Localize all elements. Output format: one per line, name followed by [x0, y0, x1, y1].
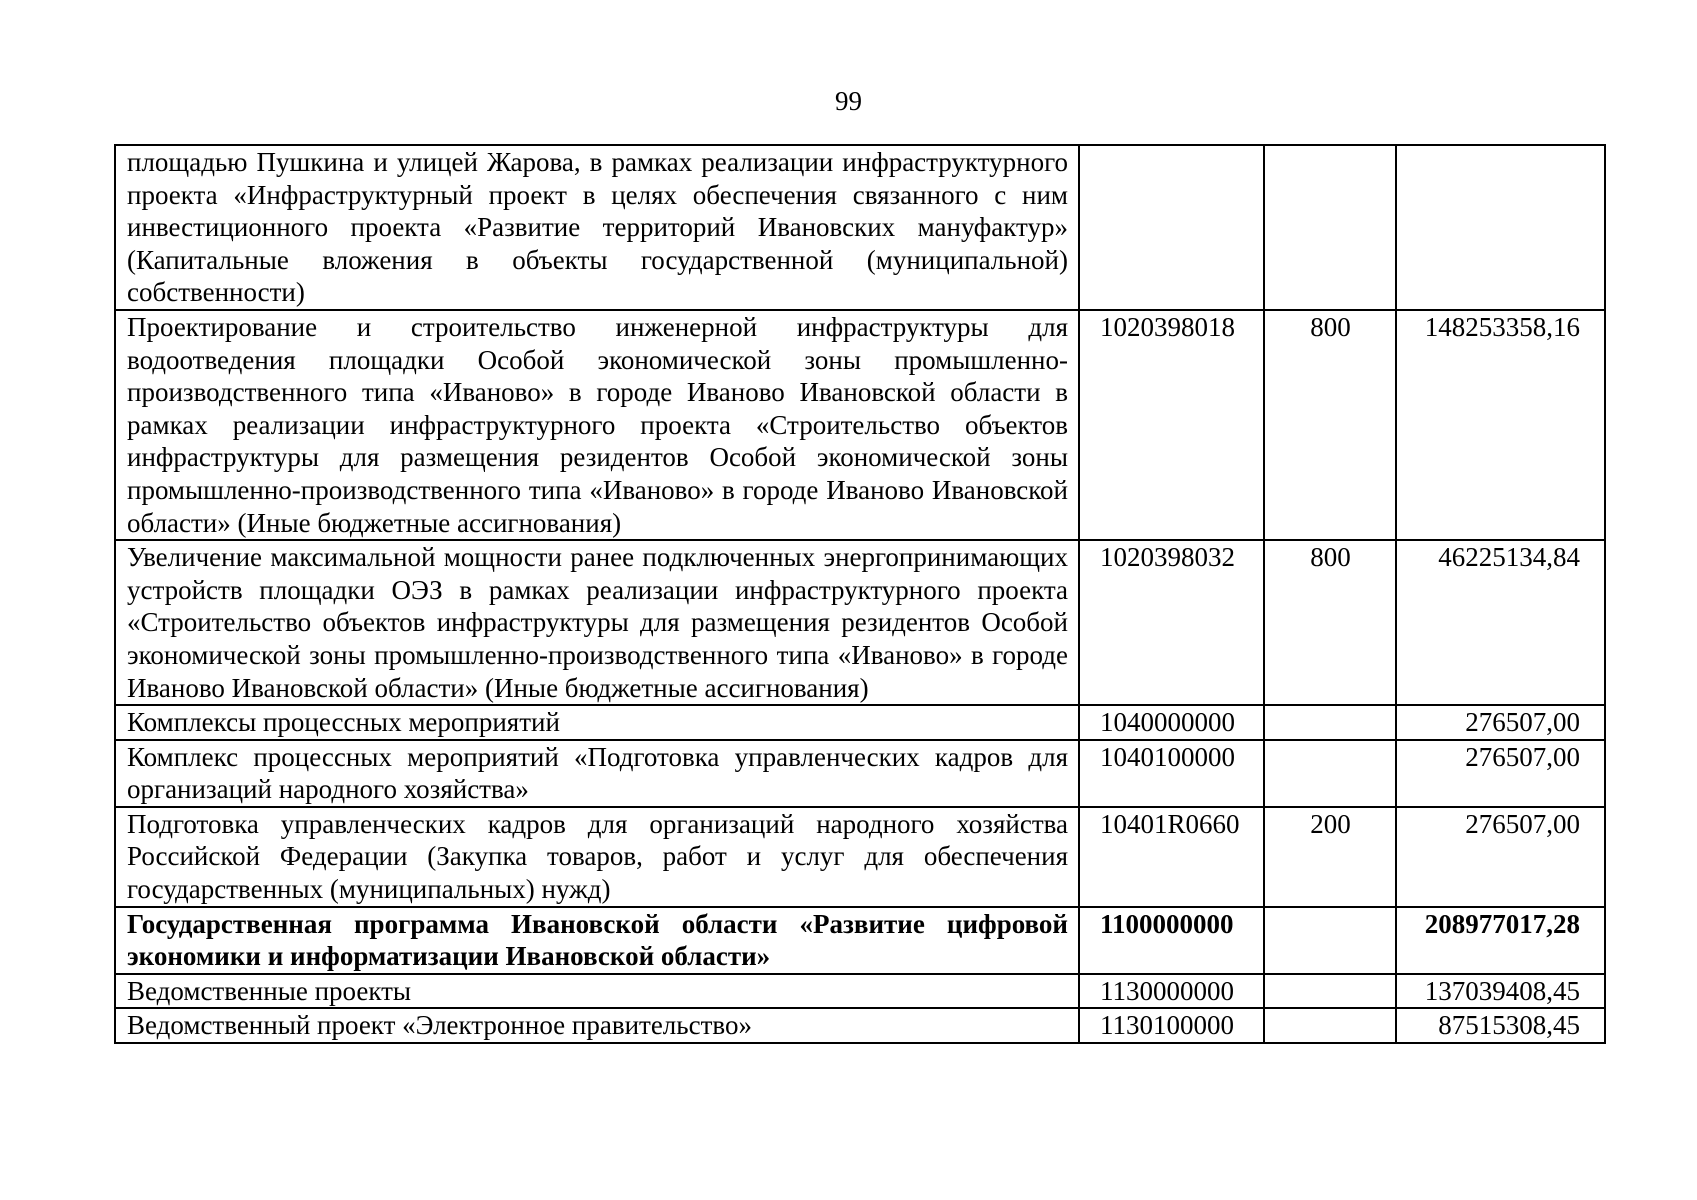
- row-amount: 276507,00: [1396, 705, 1605, 740]
- row-description: площадью Пушкина и улицей Жарова, в рамках реализации инфраструктурного проекта «Инфраструктурный проект в целях обеспечения связанного с ним инвестиционного проекта «Развитие территорий Ивановских мануфактур» (Капитальные вложения в объекты государственной (муниципальной) собственности): [115, 145, 1079, 310]
- row-description: Государственная программа Ивановской области «Развитие цифровой экономики и информатизации Ивановской области»: [115, 907, 1079, 974]
- table-row: [115, 907, 1605, 974]
- row-amount: 148253358,16: [1396, 310, 1605, 540]
- row-description: Проектирование и строительство инженерной инфраструктуры для водоотведения площадки Особой экономической зоны промышленно-производственного типа «Иваново» в городе Иваново Ивановской области в рамках реализации инфраструктурного проекта «Строительство объектов инфраструктуры для размещения резидентов Особой экономической зоны промышленно-производственного типа «Иваново» в городе Иваново Ивановской области» (Иные бюджетные ассигнования): [115, 310, 1079, 540]
- row-code: 1100000000: [1079, 907, 1264, 974]
- row-expense-type: 800: [1264, 540, 1396, 705]
- row-expense-type: [1264, 145, 1396, 310]
- row-amount: 87515308,45: [1396, 1008, 1605, 1043]
- table-row: [115, 540, 1605, 705]
- row-amount: 46225134,84: [1396, 540, 1605, 705]
- row-code: 1040100000: [1079, 740, 1264, 807]
- row-description: Комплекс процессных мероприятий «Подготовка управленческих кадров для организаций народного хозяйства»: [115, 740, 1079, 807]
- budget-table-body: [115, 145, 1605, 1043]
- row-code: [1079, 145, 1264, 310]
- row-description: Комплексы процессных мероприятий: [115, 705, 1079, 740]
- table-row: [115, 740, 1605, 807]
- row-description: Ведомственные проекты: [115, 974, 1079, 1009]
- row-code: 1130000000: [1079, 974, 1264, 1009]
- row-code: 1020398018: [1079, 310, 1264, 540]
- row-code: 10401R0660: [1079, 807, 1264, 907]
- row-code: 1020398032: [1079, 540, 1264, 705]
- row-code: 1130100000: [1079, 1008, 1264, 1043]
- row-description: Подготовка управленческих кадров для организаций народного хозяйства Российской Федерации (Закупка товаров, работ и услуг для обеспечения государственных (муниципальных) нужд): [115, 807, 1079, 907]
- row-description: Ведомственный проект «Электронное правительство»: [115, 1008, 1079, 1043]
- row-expense-type: 800: [1264, 310, 1396, 540]
- row-expense-type: 200: [1264, 807, 1396, 907]
- row-amount: 276507,00: [1396, 807, 1605, 907]
- table-row: [115, 974, 1605, 1009]
- page-number: 99: [835, 86, 862, 116]
- table-row: [115, 807, 1605, 907]
- row-expense-type: [1264, 1008, 1396, 1043]
- table-row: [115, 1008, 1605, 1043]
- row-expense-type: [1264, 974, 1396, 1009]
- table-row: [115, 705, 1605, 740]
- row-expense-type: [1264, 907, 1396, 974]
- row-amount: 137039408,45: [1396, 974, 1605, 1009]
- row-amount: 208977017,28: [1396, 907, 1605, 974]
- row-expense-type: [1264, 740, 1396, 807]
- budget-table: [114, 144, 1606, 1044]
- row-expense-type: [1264, 705, 1396, 740]
- row-description: Увеличение максимальной мощности ранее подключенных энергопринимающих устройств площадки ОЭЗ в рамках реализации инфраструктурного проекта «Строительство объектов инфраструктуры для размещения резидентов Особой экономической зоны промышленно-производственного типа «Иваново» в городе Иваново Ивановской области» (Иные бюджетные ассигнования): [115, 540, 1079, 705]
- table-row: [115, 145, 1605, 310]
- table-row: [115, 310, 1605, 540]
- row-amount: [1396, 145, 1605, 310]
- row-code: 1040000000: [1079, 705, 1264, 740]
- row-amount: 276507,00: [1396, 740, 1605, 807]
